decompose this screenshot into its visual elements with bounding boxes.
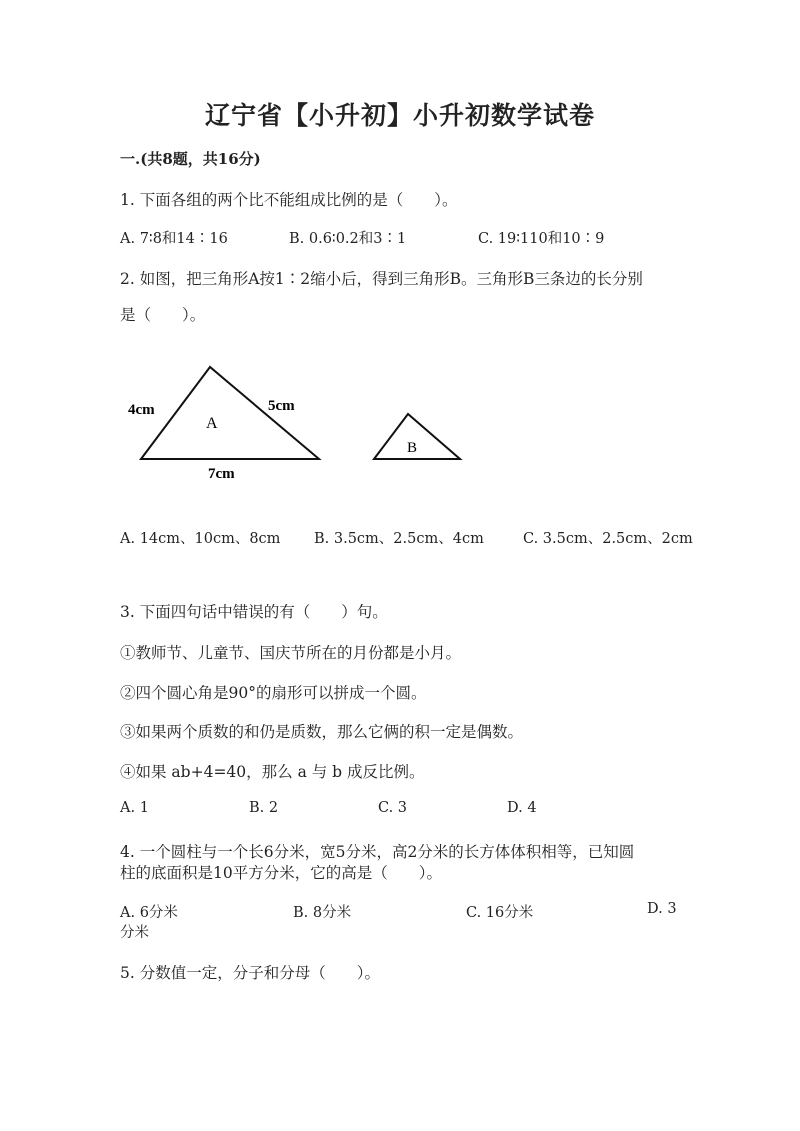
question-4-option-d: D. 3 [647,901,677,917]
triangle-b-label: B [407,440,418,456]
question-1-option-b: B. 0.6∶0.2和3∶1 [289,231,407,247]
question-1-text: 1. 下面各组的两个比不能组成比例的是（ ）。 [120,191,458,209]
question-3-option-b: B. 2 [249,800,279,816]
question-3-option-a: A. 1 [120,800,149,816]
question-3-statement-2: ②四个圆心角是90°的扇形可以拼成一个圆。 [120,684,427,702]
question-3-statement-3: ③如果两个质数的和仍是质数，那么它俩的积一定是偶数。 [120,723,524,741]
question-2-text-line-2: 是（ ）。 [120,306,206,324]
question-3-statement-4: ④如果 ab+4=40，那么 a 与 b 成反比例。 [120,763,425,781]
question-1-option-c: C. 19∶110和10∶9 [478,231,605,247]
question-3-text: 3. 下面四句话中错误的有（ ）句。 [120,603,388,621]
triangle-a-label: A [206,415,218,432]
triangle-a-side-bottom-label: 7cm [208,466,235,482]
question-2-text-line-1: 2. 如图，把三角形A按1∶2缩小后，得到三角形B。三角形B三条边的长分别 [120,270,643,288]
question-4-text-line-2: 柱的底面积是10平方分米，它的高是（ ）。 [120,864,442,882]
triangle-a-side-left-label: 4cm [128,402,155,418]
question-2-option-a: A. 14cm、10cm、8cm [120,531,281,547]
question-4-option-a: A. 6分米 [120,905,178,921]
question-2-option-c: C. 3.5cm、2.5cm、2cm [523,531,693,547]
question-4-text-line-1: 4. 一个圆柱与一个长6分米，宽5分米，高2分米的长方体体积相等，已知圆 [120,843,635,861]
question-4-option-d-unit: 分米 [120,925,149,941]
page-title: 辽宁省【小升初】小升初数学试卷 [204,101,595,130]
question-3-statement-1: ①教师节、儿童节、国庆节所在的月份都是小月。 [120,644,462,662]
question-4-option-c: C. 16分米 [466,905,534,921]
triangle-a-side-right-label: 5cm [268,398,295,414]
question-1-option-a: A. 7∶8和14∶16 [120,231,228,247]
question-5-text: 5. 分数值一定，分子和分母（ ）。 [120,964,380,982]
section-heading: 一.(共8题，共16分) [120,150,261,168]
question-3-option-c: C. 3 [378,800,408,816]
question-4-option-b: B. 8分米 [293,905,352,921]
question-3-option-d: D. 4 [507,800,537,816]
question-2-option-b: B. 3.5cm、2.5cm、4cm [314,531,484,547]
